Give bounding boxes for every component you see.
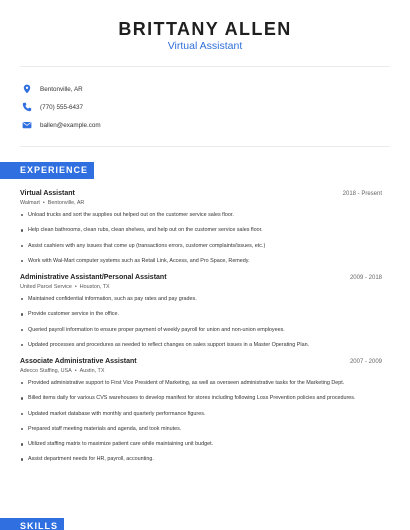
list-item: Updated market database with monthly and quarterly performance figures. [20, 410, 382, 418]
job-bullets [20, 295, 382, 349]
list-item: Work with Wal-Mart computer systems such as Retail Link, Access, and Pro Space, Remedy. [20, 257, 382, 265]
list-item: Maintained confidential information, such as pay rates and pay grades. [20, 295, 382, 303]
contact-location-text: Bentonville, AR [40, 85, 83, 93]
list-item: Provided administrative support to First Vice President of Marketing, as well as overseen administrative tasks for the Marketing Dept. [20, 379, 382, 387]
email-icon [22, 120, 32, 130]
skills-heading: SKILLS [0, 518, 64, 530]
job-entry [20, 190, 382, 272]
job-dates: 2009 - 2018 [349, 275, 382, 281]
contact-phone [20, 100, 83, 114]
list-item: Billed items daily for various CVS warehouses to develop manifest for stores including following Loss Prevention policies and procedures. [20, 394, 382, 402]
job-title: Virtual Assistant [20, 190, 75, 197]
list-item: Help clean bathrooms, clean rubs, clean shelves, and help out on the customer service sales floor. [20, 226, 382, 234]
contact-divider [20, 146, 390, 147]
list-item: Utilized staffing matrix to maximize patient care while maintaining unit budget. [20, 440, 382, 448]
job-title: Associate Administrative Assistant [20, 358, 137, 365]
experience-heading: EXPERIENCE [0, 162, 94, 179]
list-item: Unload trucks and sort the supplies out helped out on the customer service sales floor. [20, 211, 382, 219]
job-entry [20, 274, 382, 356]
resume-name: BRITTANY ALLEN [118, 19, 292, 39]
location-pin-icon [22, 84, 32, 94]
job-entry [20, 358, 382, 471]
header-divider [20, 66, 390, 67]
contact-email-text: ballen@example.com [40, 121, 101, 129]
job-dates: 2018 - Present [342, 191, 382, 197]
job-company: United Parcel Service [20, 284, 72, 290]
contact-phone-text: (770) 555-6437 [40, 103, 84, 111]
job-location: Austin, TX [79, 368, 105, 374]
job-location: Bentonville, AR [47, 200, 85, 206]
resume-role: Virtual Assistant [167, 40, 243, 52]
job-title: Administrative Assistant/Personal Assistant [20, 274, 167, 281]
list-item: Provide customer service in the office. [20, 310, 382, 318]
contact-email [20, 118, 101, 132]
list-item: Prepared staff meeting materials and agenda, and took minutes. [20, 425, 382, 433]
job-meta: United Parcel Service • Houston, TX [20, 284, 110, 290]
job-company: Walmart [20, 200, 40, 206]
list-item: Assist cashiers with any issues that come up (transactions errors, customer complaints/issues, etc.) [20, 242, 382, 250]
phone-icon [22, 102, 32, 112]
list-item: Queried payroll information to ensure proper payment of weekly payroll for union and non-union employees. [20, 326, 382, 334]
contact-location [20, 82, 83, 96]
list-item: Updated processes and procedures as needed to reflect changes on sales support issues in a Master Operating Plan. [20, 341, 382, 349]
job-dates: 2007 - 2009 [349, 359, 382, 365]
job-meta: Walmart • Bentonville, AR [20, 200, 85, 206]
job-bullets [20, 379, 382, 463]
job-location: Houston, TX [79, 284, 110, 290]
list-item: Assist department needs for HR, payroll, accounting. [20, 455, 382, 463]
job-company: Adecco Staffing, USA [20, 368, 72, 374]
job-bullets [20, 211, 382, 265]
job-meta: Adecco Staffing, USA • Austin, TX [20, 368, 105, 374]
